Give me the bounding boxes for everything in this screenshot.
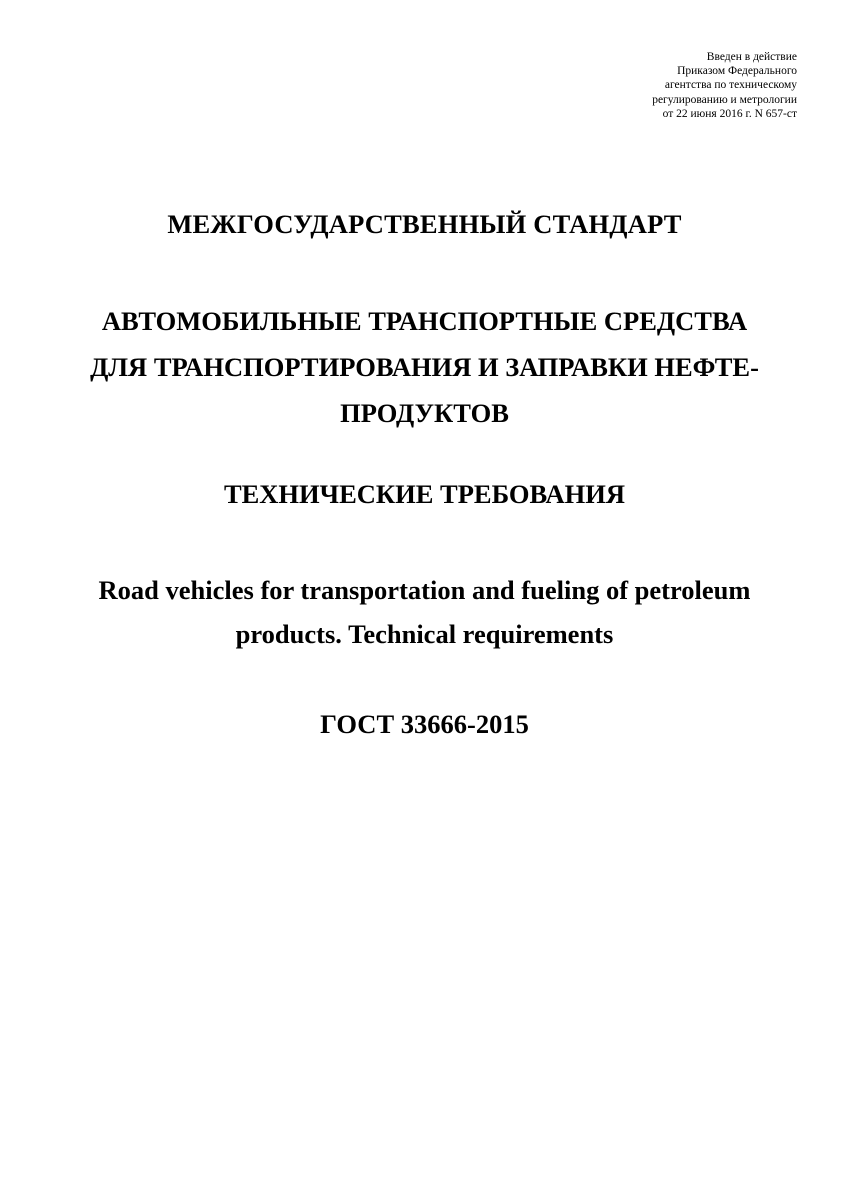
document-title-english — [0, 568, 849, 656]
enactment-line: от 22 июня 2016 г. N 657-ст — [662, 107, 797, 120]
title-en-line: products. Technical requirements — [235, 619, 614, 649]
title-ru-line: АВТОМОБИЛЬНЫЕ ТРАНСПОРТНЫЕ СРЕДСТВА — [101, 306, 748, 336]
enactment-line: Приказом Федерального — [677, 65, 797, 78]
enactment-note — [537, 50, 797, 121]
standard-type-heading: МЕЖГОСУДАРСТВЕННЫЙ СТАНДАРТ — [167, 209, 682, 239]
document-title-russian — [0, 298, 849, 436]
standard-designation: ГОСТ 33666-2015 — [320, 709, 529, 739]
title-ru-line: ПРОДУКТОВ — [340, 398, 509, 428]
enactment-line: регулированию и метрологии — [652, 93, 797, 106]
title-en-line: Road vehicles for transportation and fueling of petroleum — [98, 575, 751, 605]
enactment-line: агентства по техническому — [664, 79, 797, 92]
enactment-line: Введен в действие — [706, 51, 797, 63]
title-ru-line: ДЛЯ ТРАНСПОРТИРОВАНИЯ И ЗАПРАВКИ НЕФТЕ- — [90, 352, 759, 382]
document-subtitle-russian: ТЕХНИЧЕСКИЕ ТРЕБОВАНИЯ — [223, 479, 626, 509]
